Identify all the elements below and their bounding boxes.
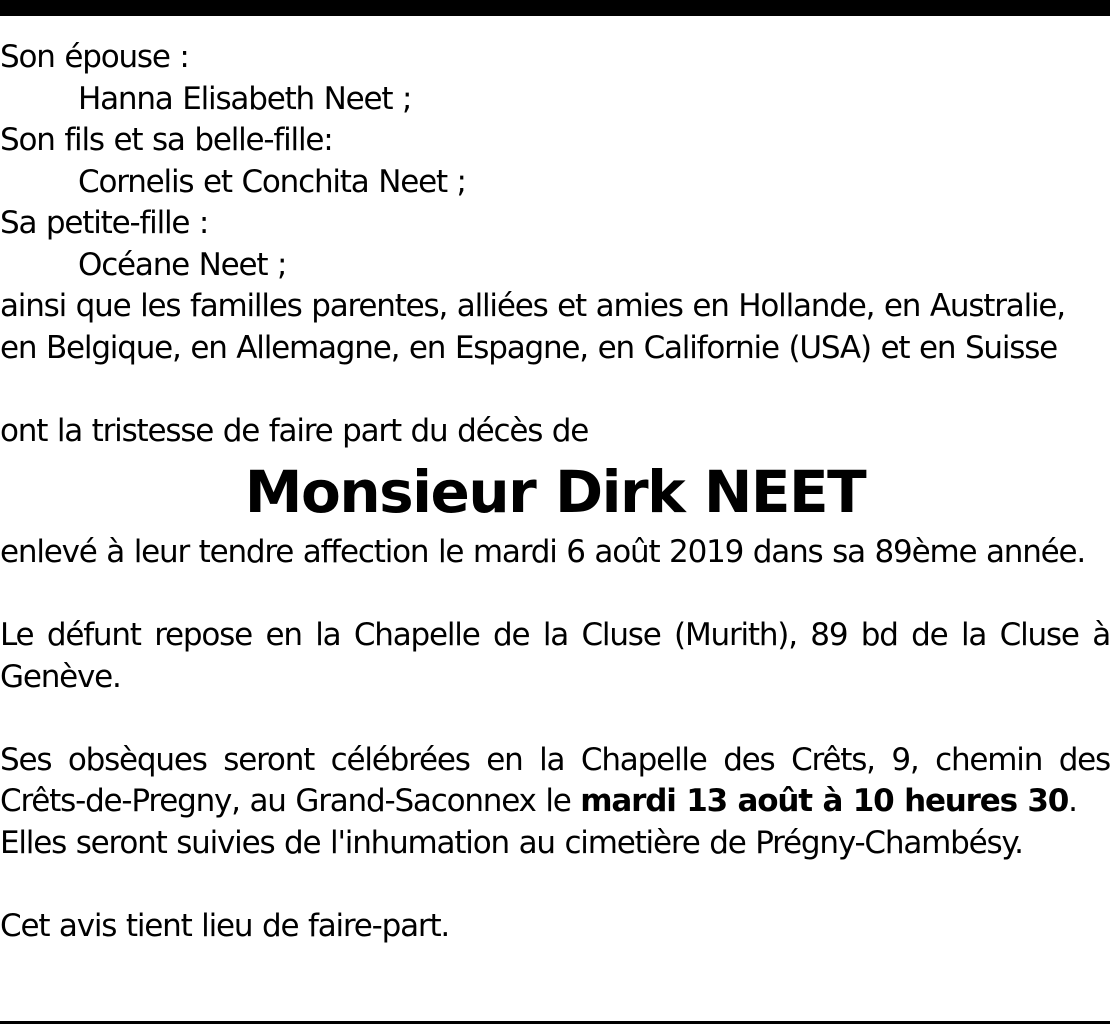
funeral-period: . [1068, 783, 1077, 819]
relatives-line-2: en Belgique, en Allemagne, en Espagne, en Californie (USA) et en Suisse [0, 329, 1058, 366]
spacer [0, 864, 1110, 906]
son-label: Son fils et sa belle-fille: [0, 122, 333, 158]
funeral-info [0, 740, 1110, 823]
granddaughter-label: Sa petite-fille : [0, 205, 209, 241]
funeral-datetime: mardi 13 août à 10 heures 30 [580, 783, 1069, 819]
death-info: enlevé à leur tendre affection le mardi 6 août 2019 dans sa 89ème année. [0, 534, 1086, 570]
spouse-label: Son épouse : [0, 39, 189, 75]
deceased-name: Monsieur Dirk NEET [244, 458, 866, 526]
burial-info: Elles seront suivies de l'inhumation au cimetière de Prégny-Chambésy. [0, 824, 1023, 861]
announcement-intro: ont la tristesse de faire part du décès de [0, 412, 589, 449]
funeral-text: Ses obsèques seront célébrées en la Chapelle des Crêts, 9, chemin des Crêts-de-Pregny, au Grand-Saconnex le [0, 741, 1110, 819]
relatives-line-1: ainsi que les familles parentes, alliées et amies en Hollande, en Australie, [0, 288, 1065, 324]
spacer [0, 574, 1110, 616]
bottom-rule [0, 1021, 1110, 1024]
top-rule [0, 0, 1110, 16]
spacer [0, 369, 1110, 411]
son-names: Cornelis et Conchita Neet ; [78, 163, 466, 200]
repose-info: Le défunt repose en la Chapelle de la Cluse (Murith), 89 bd de la Cluse à Genève. [0, 617, 1110, 695]
obituary-notice [0, 37, 1110, 947]
spouse-name: Hanna Elisabeth Neet ; [78, 80, 412, 117]
spacer [0, 698, 1110, 740]
closing-note: Cet avis tient lieu de faire-part. [0, 907, 450, 944]
granddaughter-name: Océane Neet ; [78, 246, 287, 283]
